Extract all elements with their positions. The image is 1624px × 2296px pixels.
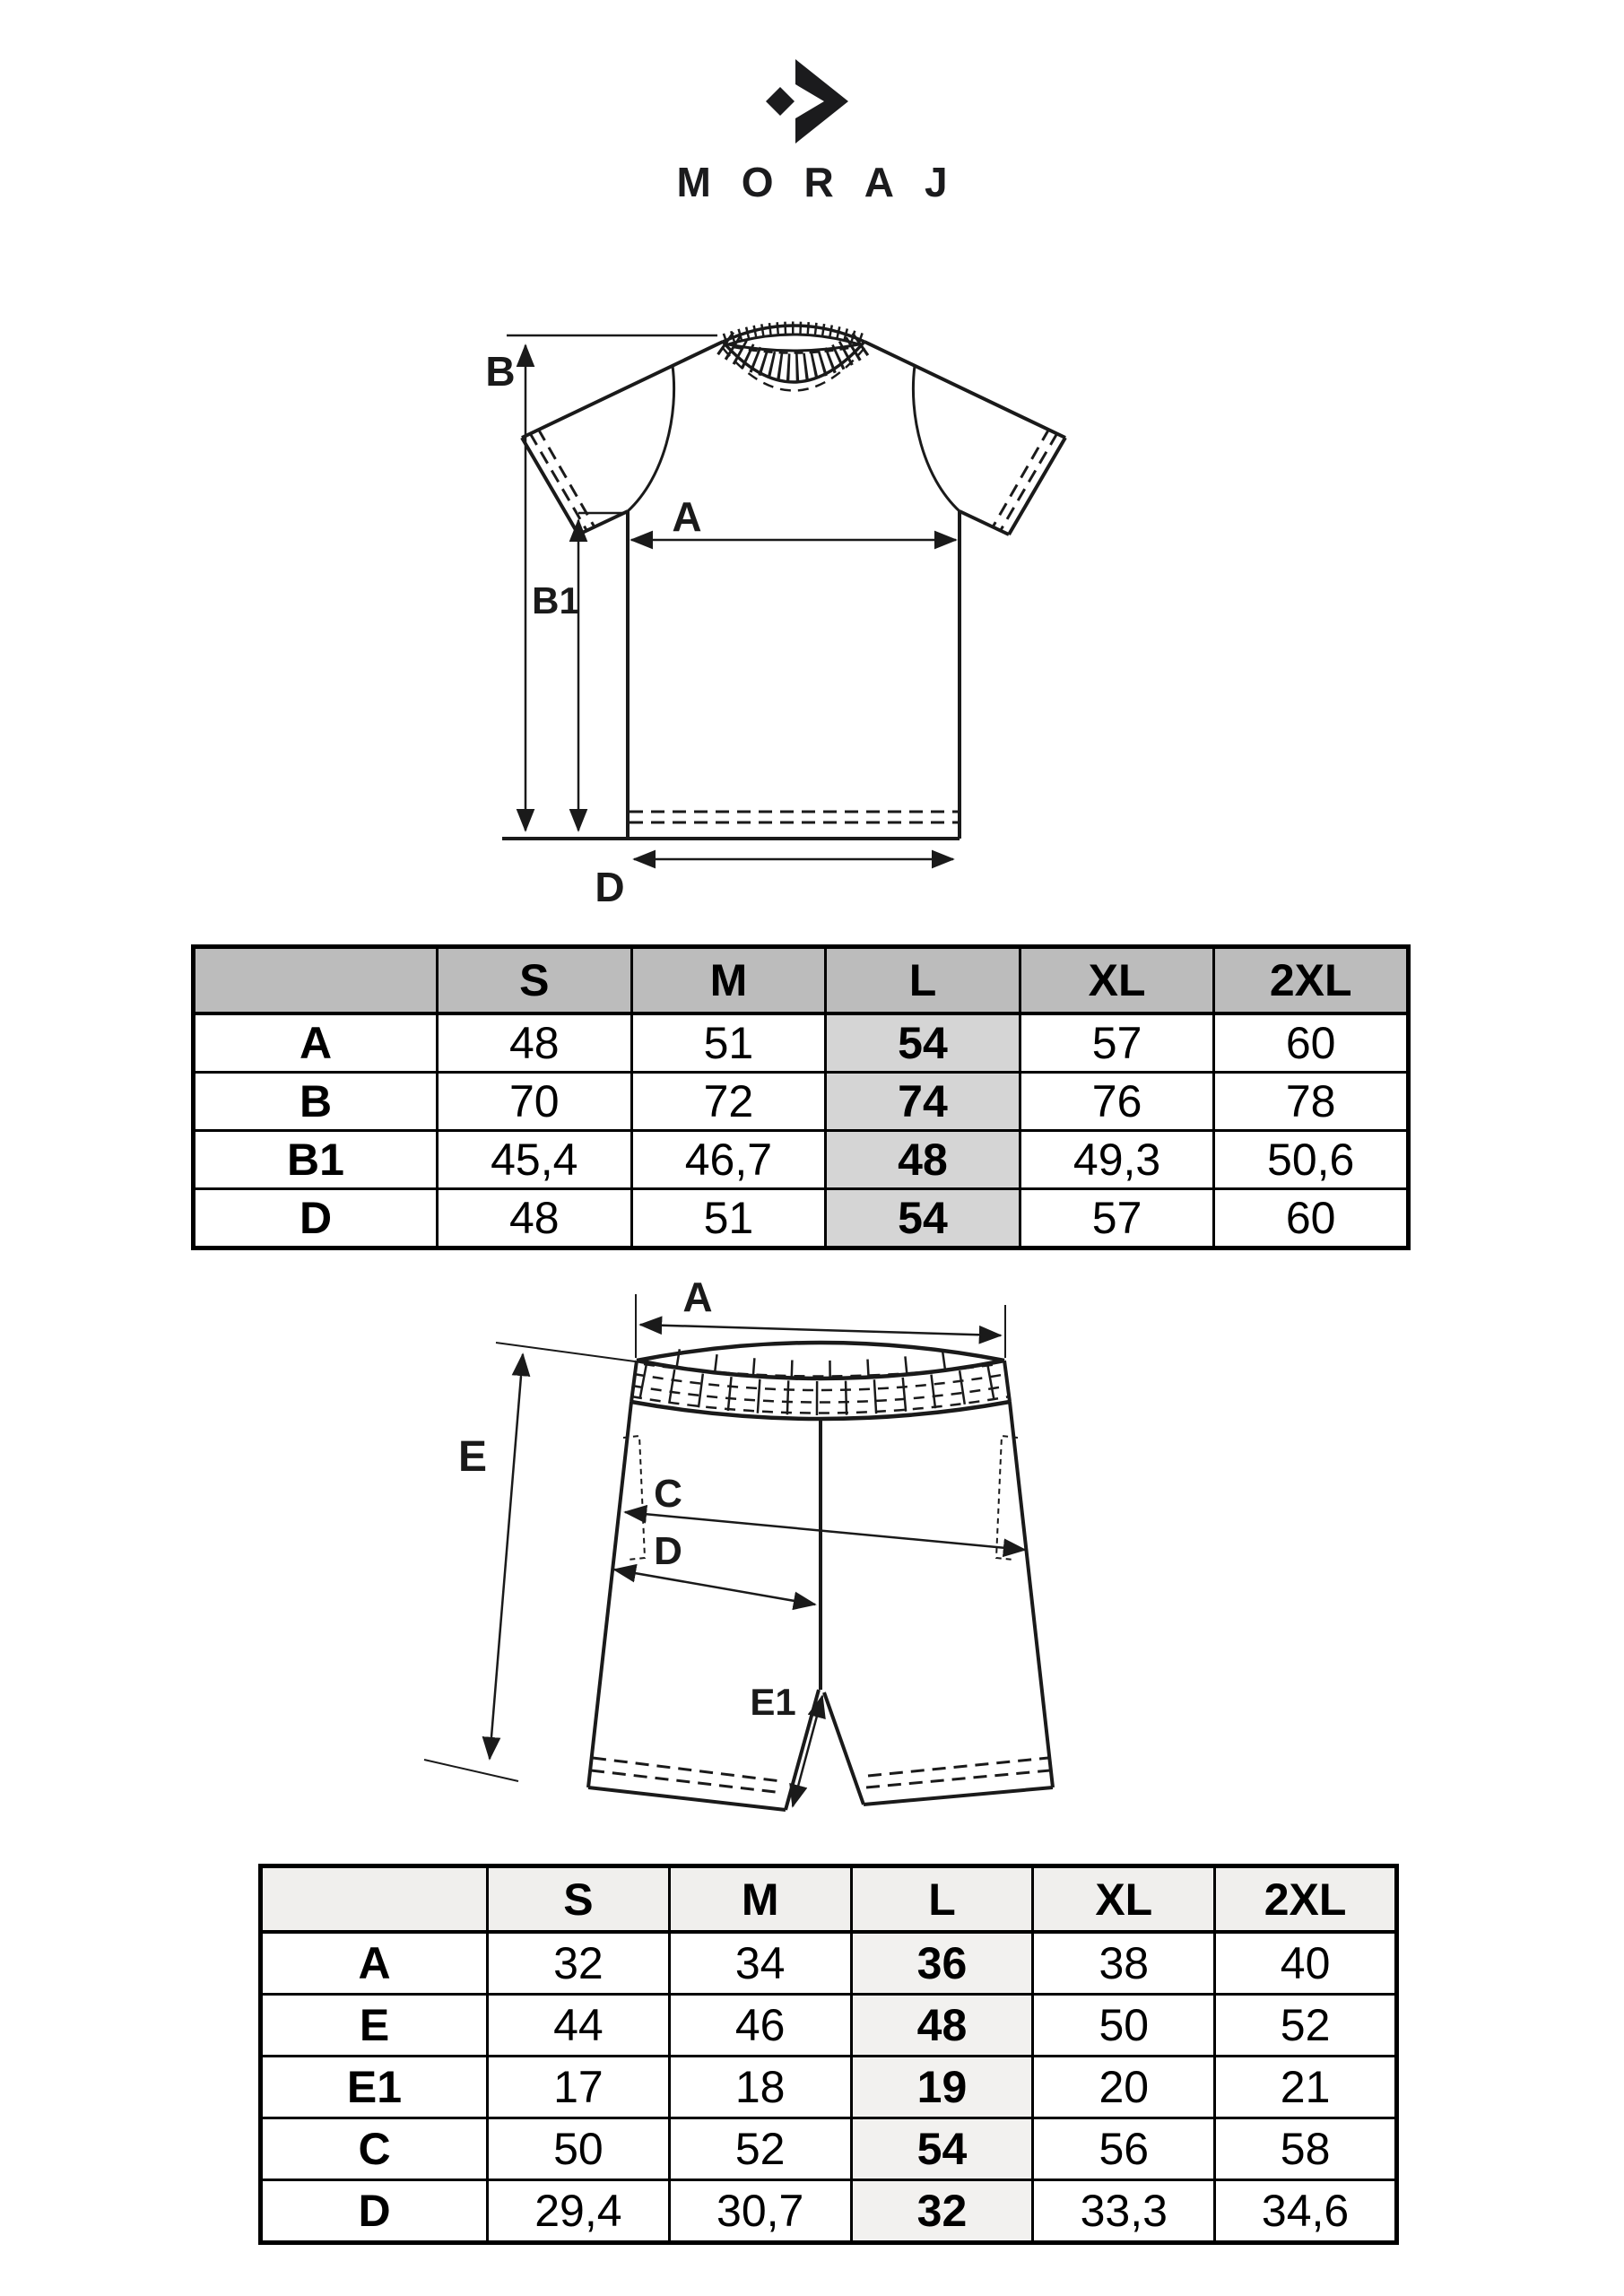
table-cell: 52 [1215, 1995, 1397, 2057]
row-label-cell: A [194, 1013, 438, 1073]
table-row [261, 2118, 1397, 2180]
tshirt-label-D: D [595, 864, 625, 910]
moraj-logo-icon [759, 54, 866, 147]
table-cell: 44 [488, 1995, 670, 2057]
column-header-cell: L [851, 1866, 1033, 1933]
table-cell: 38 [1033, 1932, 1215, 1995]
table-cell: 34 [669, 1932, 851, 1995]
table-cell-highlight: 54 [851, 2118, 1033, 2180]
table-cell-highlight: 54 [826, 1013, 1020, 1073]
table-cell: 18 [669, 2057, 851, 2118]
column-header-cell: M [669, 1866, 851, 1933]
shorts-outline [588, 1402, 1053, 1810]
shorts-waistband [631, 1343, 1010, 1419]
column-header-cell: XL [1033, 1866, 1215, 1933]
table-cell: 78 [1214, 1073, 1409, 1131]
column-header-cell: M [631, 947, 826, 1014]
table-row [194, 1073, 1409, 1131]
table-cell: 70 [438, 1073, 632, 1131]
table-cell: 60 [1214, 1013, 1409, 1073]
shorts-label-E1: E1 [750, 1681, 796, 1723]
table-cell: 76 [1020, 1073, 1214, 1131]
brand-header [0, 54, 1624, 206]
shorts-size-table [258, 1864, 1399, 2245]
column-header-cell [194, 947, 438, 1014]
table-cell: 45,4 [438, 1131, 632, 1189]
tshirt-outline [502, 342, 1065, 839]
table-cell-highlight: 48 [851, 1995, 1033, 2057]
table-cell: 48 [438, 1189, 632, 1248]
tshirt-measurement-diagram [466, 314, 1148, 942]
table-cell: 30,7 [669, 2180, 851, 2243]
table-cell: 34,6 [1215, 2180, 1397, 2243]
column-header-cell: L [826, 947, 1020, 1014]
table-cell: 72 [631, 1073, 826, 1131]
column-header-cell [261, 1866, 488, 1933]
table-cell: 32 [488, 1932, 670, 1995]
column-header-cell: S [438, 947, 632, 1014]
row-label-cell: C [261, 2118, 488, 2180]
table-cell-highlight: 54 [826, 1189, 1020, 1248]
tshirt-label-B: B [485, 348, 516, 395]
table-cell-highlight: 32 [851, 2180, 1033, 2243]
table-cell-highlight: 74 [826, 1073, 1020, 1131]
column-header-cell: XL [1020, 947, 1214, 1014]
shorts-measurement-diagram [386, 1266, 1112, 1849]
table-cell: 51 [631, 1189, 826, 1248]
table-cell-highlight: 36 [851, 1932, 1033, 1995]
brand-name: MORAJ [676, 159, 978, 205]
logo-chevron-shape [795, 59, 848, 144]
table-cell: 57 [1020, 1013, 1214, 1073]
table-cell: 29,4 [488, 2180, 670, 2243]
column-header-cell: S [488, 1866, 670, 1933]
table-cell-highlight: 48 [826, 1131, 1020, 1189]
table-header-row [194, 947, 1409, 1014]
table-cell: 49,3 [1020, 1131, 1214, 1189]
table-cell: 52 [669, 2118, 851, 2180]
table-cell-highlight: 19 [851, 2057, 1033, 2118]
table-cell: 17 [488, 2057, 670, 2118]
shorts-label-C: C [654, 1472, 682, 1516]
row-label-cell: D [194, 1189, 438, 1248]
table-cell: 50 [488, 2118, 670, 2180]
tshirt-collar [723, 326, 864, 391]
tshirt-label-B1: B1 [532, 579, 580, 622]
table-cell: 46,7 [631, 1131, 826, 1189]
table-cell: 57 [1020, 1189, 1214, 1248]
tshirt-stitching [530, 429, 1057, 822]
tshirt-armhole-seams [628, 366, 960, 511]
shorts-hem-stitching [591, 1758, 1050, 1793]
logo-diamond-shape [766, 87, 795, 116]
row-label-cell: D [261, 2180, 488, 2243]
tshirt-size-table [191, 944, 1411, 1250]
row-label-cell: E1 [261, 2057, 488, 2118]
tshirt-label-A: A [672, 493, 702, 540]
table-cell: 40 [1215, 1932, 1397, 1995]
table-cell: 33,3 [1033, 2180, 1215, 2243]
table-header-row [261, 1866, 1397, 1933]
row-label-cell: A [261, 1932, 488, 1995]
row-label-cell: B1 [194, 1131, 438, 1189]
column-header-cell: 2XL [1215, 1866, 1397, 1933]
row-label-cell: E [261, 1995, 488, 2057]
table-cell: 46 [669, 1995, 851, 2057]
table-cell: 56 [1033, 2118, 1215, 2180]
table-cell: 21 [1215, 2057, 1397, 2118]
table-row [261, 2180, 1397, 2243]
table-cell: 60 [1214, 1189, 1409, 1248]
column-header-cell: 2XL [1214, 947, 1409, 1014]
table-row [261, 1995, 1397, 2057]
table-row [261, 2057, 1397, 2118]
table-row [194, 1131, 1409, 1189]
row-label-cell: B [194, 1073, 438, 1131]
table-cell: 50,6 [1214, 1131, 1409, 1189]
table-cell: 20 [1033, 2057, 1215, 2118]
table-row [194, 1013, 1409, 1073]
table-cell: 50 [1033, 1995, 1215, 2057]
table-cell: 58 [1215, 2118, 1397, 2180]
table-row [194, 1189, 1409, 1248]
table-cell: 48 [438, 1013, 632, 1073]
shorts-label-D: D [654, 1529, 682, 1573]
table-cell: 51 [631, 1013, 826, 1073]
table-row [261, 1932, 1397, 1995]
shorts-label-A: A [682, 1274, 713, 1320]
shorts-label-E: E [457, 1433, 488, 1481]
